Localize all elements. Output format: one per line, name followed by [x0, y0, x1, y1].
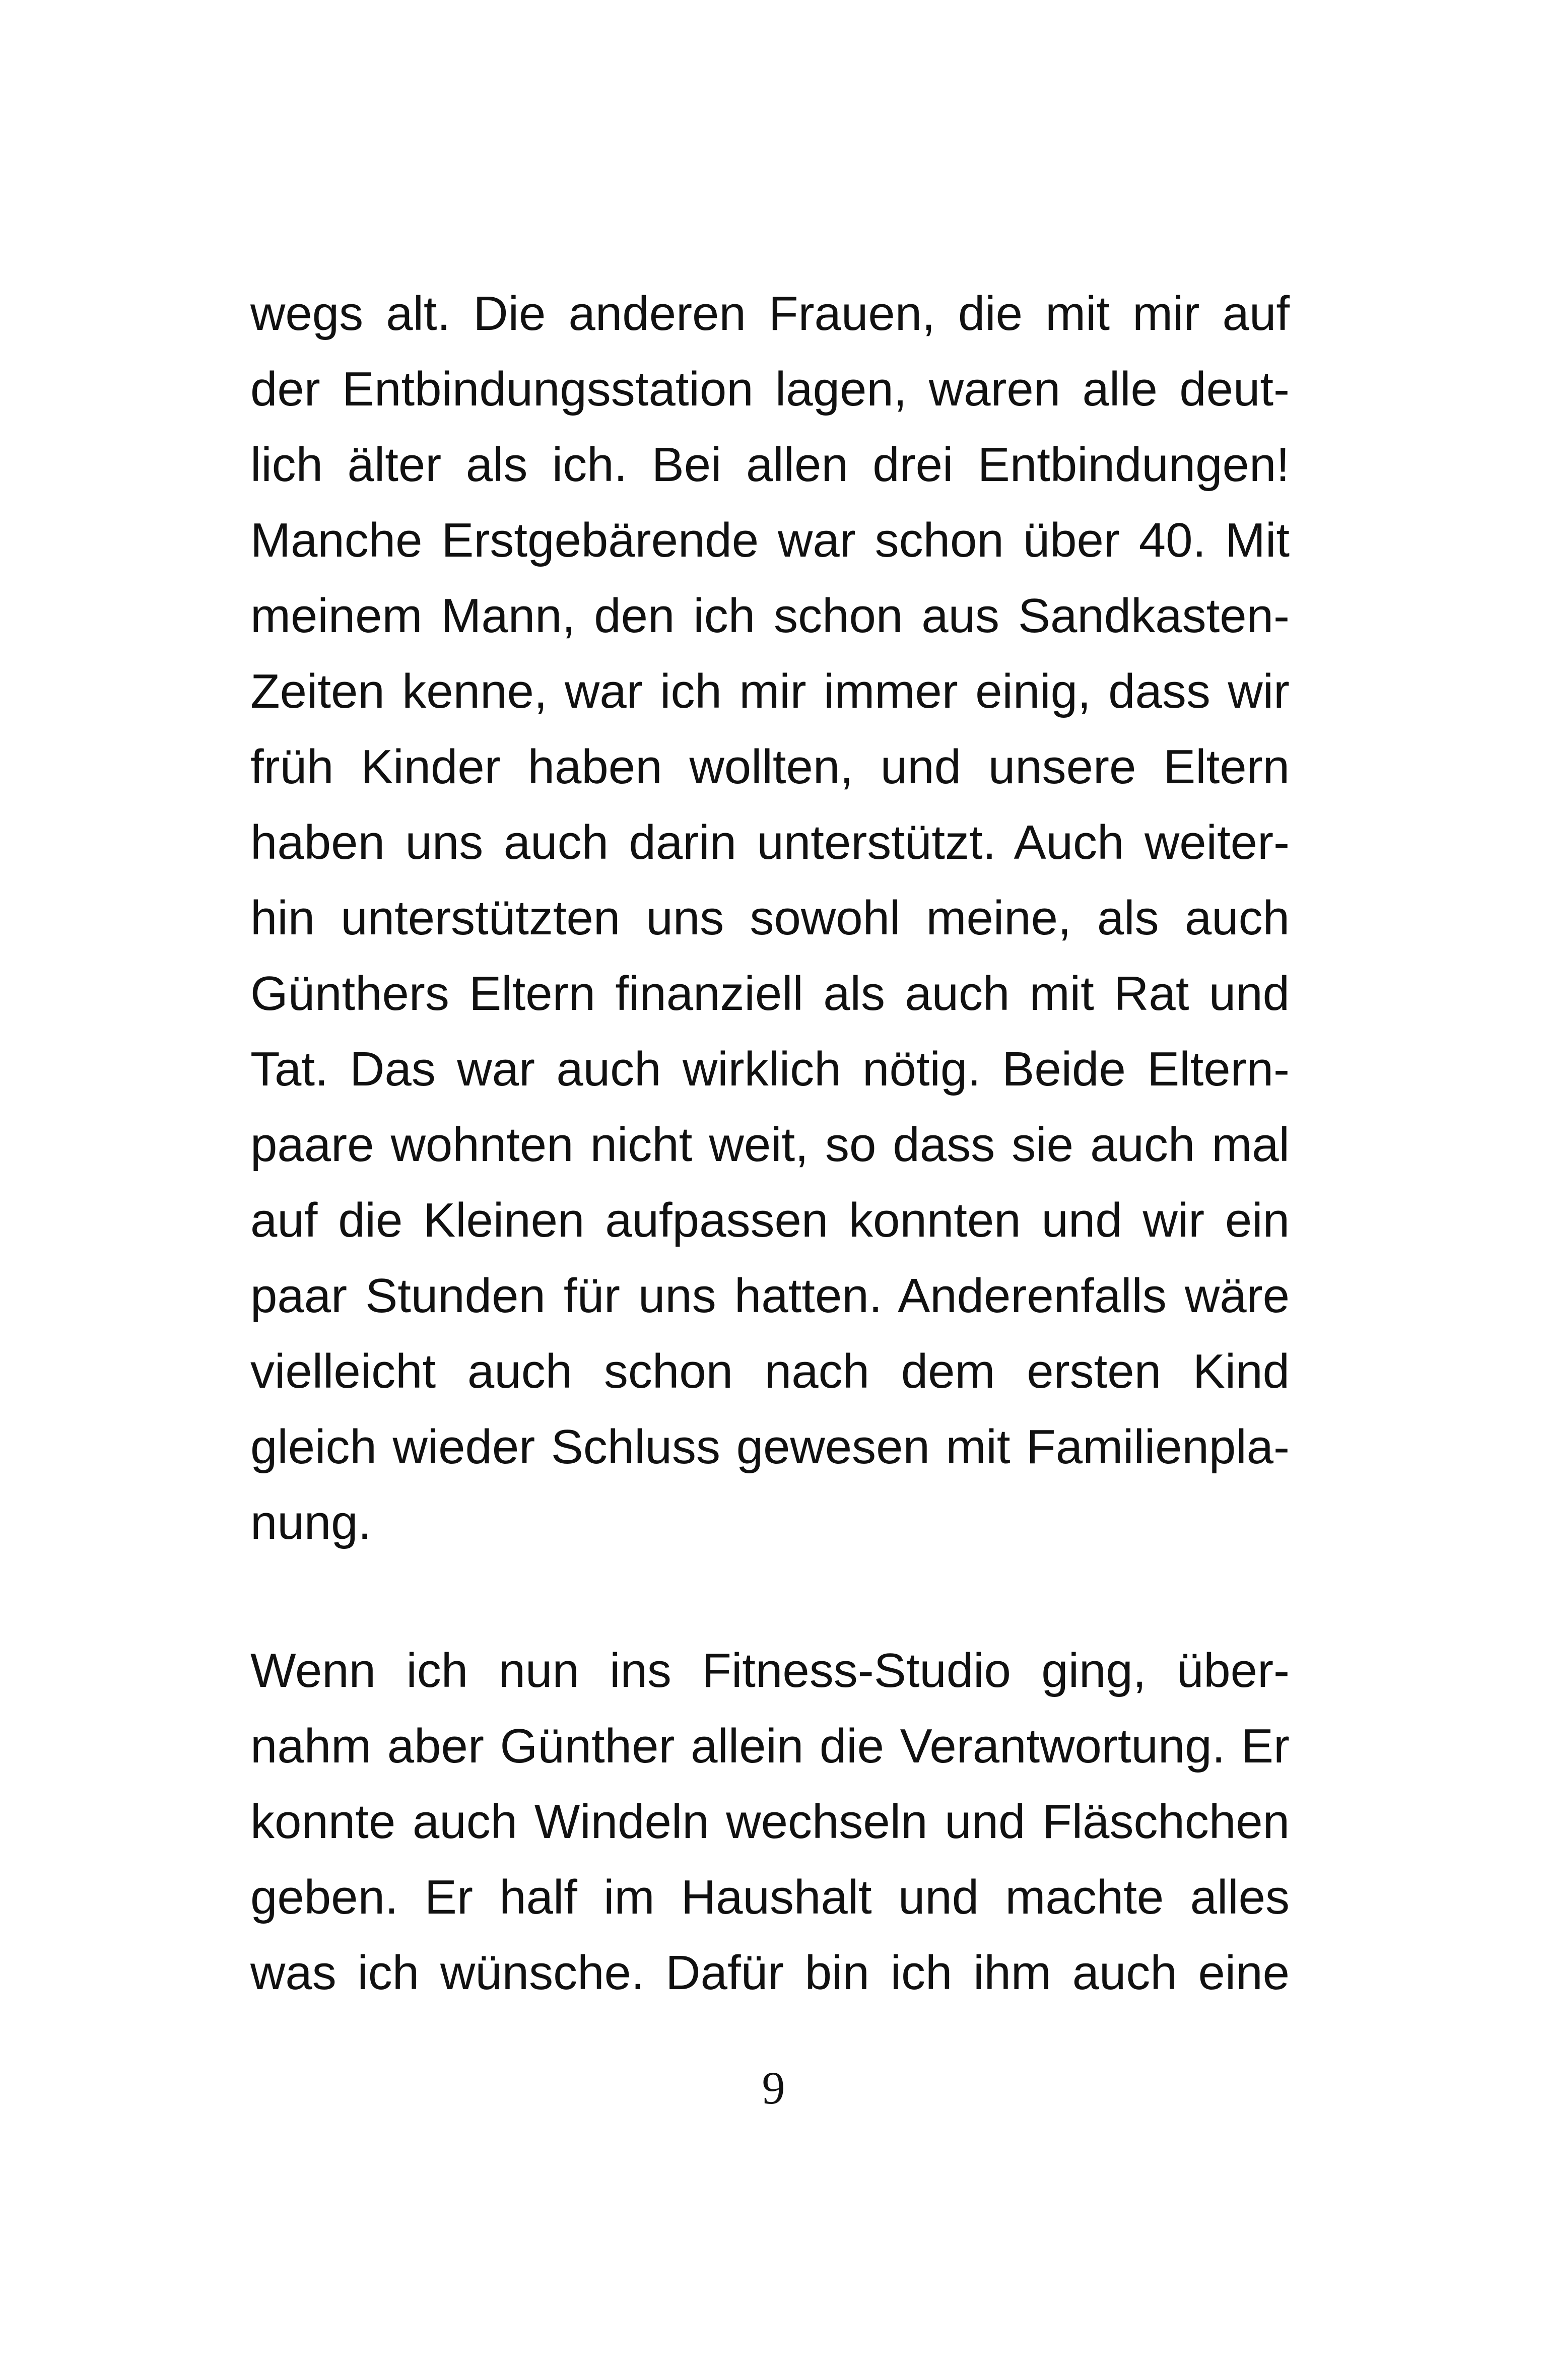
text-line: haben uns auch darin unterstützt. Auch weiter-	[250, 815, 1290, 869]
text-line: was ich wünsche. Dafür bin ich ihm auch eine	[250, 1946, 1290, 2000]
text-line: Günthers Eltern finanziell als auch mit Rat und	[250, 967, 1290, 1021]
text-line: paare wohnten nicht weit, so dass sie auch mal	[250, 1118, 1290, 1172]
text-line: Wenn ich nun ins Fitness-Studio ging, über-	[250, 1644, 1290, 1697]
text-line: Zeiten kenne, war ich mir immer einig, dass wir	[250, 664, 1290, 718]
paragraph-1	[250, 276, 1290, 1560]
text-line: nahm aber Günther allein die Verantwortung. Er	[250, 1719, 1290, 1773]
text-line: gleich wieder Schluss gewesen mit Familienpla-	[250, 1420, 1290, 1474]
text-line: früh Kinder haben wollten, und unsere Eltern	[250, 740, 1290, 794]
text-line: wegs alt. Die anderen Frauen, die mit mir auf	[250, 287, 1290, 341]
text-line: vielleicht auch schon nach dem ersten Kind	[250, 1344, 1290, 1398]
text-line: paar Stunden für uns hatten. Anderenfalls wäre	[250, 1269, 1290, 1323]
text-line: nung.	[250, 1495, 372, 1549]
text-line: hin unterstützten uns sowohl meine, als auch	[250, 891, 1290, 945]
text-line: der Entbindungsstation lagen, waren alle deut-	[250, 362, 1290, 416]
page-number: 9	[762, 2062, 785, 2114]
text-line: konnte auch Windeln wechseln und Fläschchen	[250, 1795, 1290, 1849]
text-line: Manche Erstgebärende war schon über 40. Mit	[250, 513, 1290, 567]
text-line: lich älter als ich. Bei allen drei Entbindungen!	[250, 438, 1290, 492]
text-line: meinem Mann, den ich schon aus Sandkasten-	[250, 589, 1290, 643]
text-line: geben. Er half im Haushalt und machte alles	[250, 1870, 1290, 1924]
text-line: auf die Kleinen aufpassen konnten und wir ein	[250, 1193, 1290, 1247]
paragraph-2	[250, 1633, 1290, 2011]
text-line: Tat. Das war auch wirklich nötig. Beide Eltern-	[250, 1042, 1290, 1096]
